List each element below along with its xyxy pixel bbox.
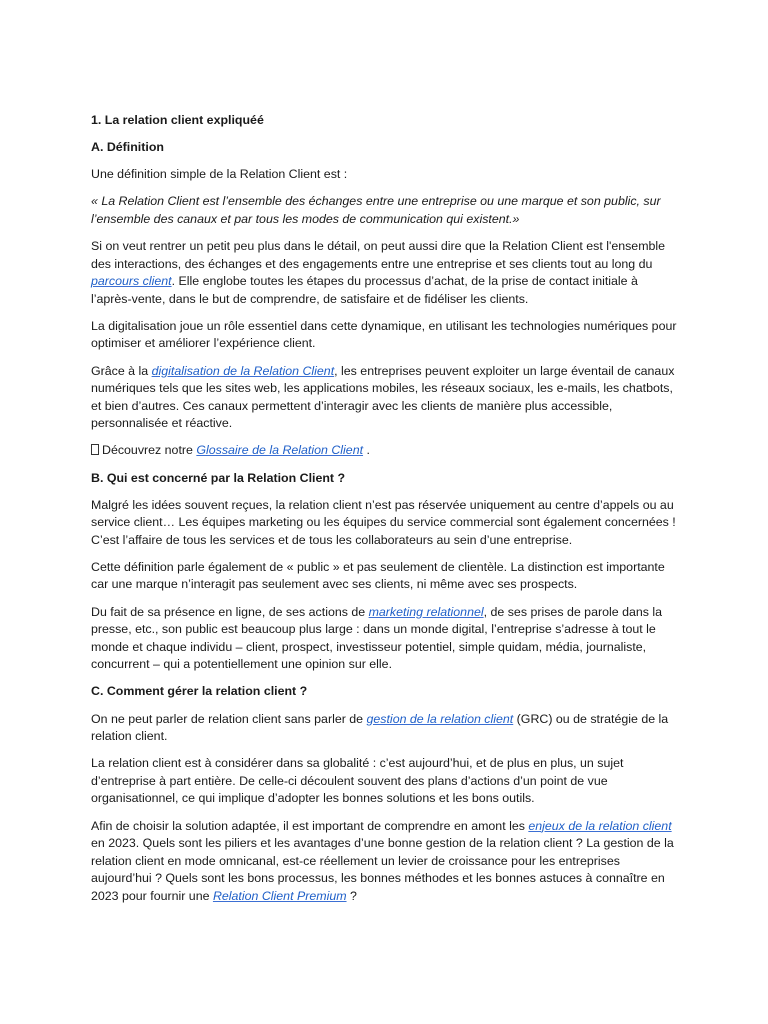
document-body xyxy=(91,112,681,915)
link-digitalisation[interactable]: digitalisation de la Relation Client xyxy=(151,363,335,378)
link-gestion-relation-client[interactable]: gestion de la relation client xyxy=(366,711,514,726)
paragraph-details: Si on veut rentrer un petit peu plus dans le détail, on peut aussi dire que la Relation Client est l'ensemble des interactions, des échanges et des engagements entre une entreprise et ses clients tout au long du parcours client. Elle englobe toutes les étapes du processus d’achat, de la prise de contact initiale à l’après-vente, dans le but de comprendre, de satisfaire et de fidéliser les clients. xyxy=(91,238,666,306)
subheading-concerne: B. Qui est concerné par la Relation Client ? xyxy=(91,470,346,485)
link-marketing-relationnel[interactable]: marketing relationnel xyxy=(368,604,484,619)
link-relation-client-premium[interactable]: Relation Client Premium xyxy=(212,888,347,903)
paragraph-idees-recues: Malgré les idées souvent reçues, la relation client n’est pas réservée uniquement au centre d’appels ou au service client… Les équipes marketing ou les équipes du service commercial sont également concernées ! C’est l’affaire de tous les services et de tous les collaborateurs au sein d’une entreprise. xyxy=(91,497,676,547)
definition-quote: « La Relation Client est l’ensemble des échanges entre une entreprise ou une marque et son public, sur l’ensemble des canaux et par tous les modes de communication qui existent.» xyxy=(91,194,661,226)
subheading-definition: A. Définition xyxy=(91,140,164,155)
section-heading-1: 1. La relation client expliquéé xyxy=(91,113,264,127)
link-parcours-client[interactable]: parcours client xyxy=(91,274,172,289)
paragraph-solution: Afin de choisir la solution adaptée, il est important de comprendre en amont les enjeux de la relation client en 2023. Quels sont les piliers et les avantages d’une bonne gestion de la relation client ? La gestion de la relation client en mode omnicanal, est-ce réellement un levier de croissance pour les entreprises aujourd’hui ? Quels sont les bons processus, les bonnes méthodes et les bonnes astuces à connaître en 2023 pour fournir une Relation Client Premium ? xyxy=(91,818,674,903)
definition-intro: Une définition simple de la Relation Client est : xyxy=(91,167,348,182)
paragraph-public: Cette définition parle également de « public » et pas seulement de clientèle. La distinction est importante car une marque n’interagit pas seulement avec ses clients, ni même avec ses prospects. xyxy=(91,559,665,592)
link-enjeux-relation-client[interactable]: enjeux de la relation client xyxy=(528,818,672,833)
subheading-gerer: C. Comment gérer la relation client ? xyxy=(91,684,308,699)
paragraph-glossaire: Découvrez notre Glossaire de la Relation Client . xyxy=(91,442,681,460)
link-glossaire[interactable]: Glossaire de la Relation Client xyxy=(196,443,364,458)
missing-glyph-box-icon xyxy=(91,444,99,455)
paragraph-canaux: Grâce à la digitalisation de la Relation Client, les entreprises peuvent exploiter un large éventail de canaux numériques tels que les sites web, les applications mobiles, les réseaux sociaux, les e-mails, les chatbots, et bien d’autres. Ces canaux permettent d’interagir avec les clients de manière plus accessible, personnalisée et réactive. xyxy=(91,363,675,431)
paragraph-grc: On ne peut parler de relation client sans parler de gestion de la relation client (GRC) ou de stratégie de la relation client. xyxy=(91,711,669,744)
paragraph-presence-en-ligne: Du fait de sa présence en ligne, de ses actions de marketing relationnel, de ses prises de parole dans la presse, etc., son public est beaucoup plus large : dans un monde digital, l’entreprise s’adresse à tout le monde et chaque individu – client, prospect, investisseur potentiel, simple quidam, média, journaliste, concurrent – qui a potentiellement une opinion sur elle. xyxy=(91,604,663,672)
paragraph-digitalisation: La digitalisation joue un rôle essentiel dans cette dynamique, en utilisant les technologies numériques pour optimiser et améliorer l’expérience client. xyxy=(91,318,677,351)
paragraph-globalite: La relation client est à considérer dans sa globalité : c’est aujourd’hui, et de plus en plus, un sujet d’entreprise à part entière. De celle-ci découlent souvent des plans d’actions d’un point de vue organisationnel, ce qui implique d’adopter les bonnes solutions et les bons outils. xyxy=(91,756,624,806)
